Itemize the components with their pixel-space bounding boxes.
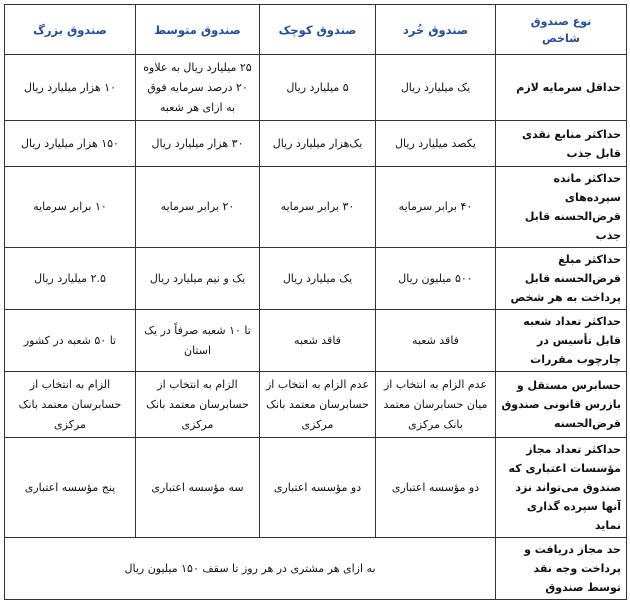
table-row — [5, 538, 627, 600]
table-row — [5, 310, 627, 372]
table-cell: عدم الزام به انتخاب از میان حسابرسان معتمد بانک مرکزی — [376, 372, 496, 438]
table-cell: ۱۵۰ هزار میلیارد ریال — [5, 121, 136, 167]
table-cell: فاقد شعبه — [376, 310, 496, 372]
corner-header-cell — [496, 5, 627, 55]
fund-comparison-table — [4, 4, 627, 600]
row-header: حداکثر مبلغ قرض‌الحسنه قابل پرداخت به هر شخص — [496, 248, 627, 310]
table-cell: الزام به انتخاب از حسابرسان معتمد بانک مرکزی — [5, 372, 136, 438]
corner-fund-type-label: نوع صندوق — [530, 14, 592, 28]
table-row — [5, 438, 627, 538]
row-header: حداکثر تعداد شعبه قابل تأسیس در چارچوب مقررات — [496, 310, 627, 372]
row-header: حداکثر تعداد مجاز مؤسسات اعتباری که صندوق می‌تواند نزد آنها سپرده گذاری نماید — [496, 438, 627, 538]
table-cell: یک‌هزار میلیارد ریال — [260, 121, 376, 167]
row-header: حد مجاز دریافت و پرداخت وجه نقد توسط صندوق — [496, 538, 627, 600]
table-cell: یک میلیارد ریال — [376, 55, 496, 121]
table-cell: ۳۰ هزار میلیارد ریال — [136, 121, 260, 167]
table-cell: یک میلیارد ریال — [260, 248, 376, 310]
table-cell: ۲۵ میلیارد ریال به علاوه ۲۰ درصد سرمایه فوق به ازای هر شعبه — [136, 55, 260, 121]
column-header-medium-fund: صندوق متوسط — [136, 5, 260, 55]
table-cell: دو مؤسسه اعتباری — [376, 438, 496, 538]
table-cell: الزام به انتخاب از حسابرسان معتمد بانک مرکزی — [136, 372, 260, 438]
table-cell: ۴۰ برابر سرمایه — [376, 167, 496, 248]
table-cell: ۱۰ برابر سرمایه — [5, 167, 136, 248]
corner-index-label: شاخص — [542, 31, 580, 45]
header-row — [5, 5, 627, 55]
table-cell: ۵۰۰ میلیون ریال — [376, 248, 496, 310]
column-header-large-fund: صندوق بزرگ — [5, 5, 136, 55]
row-header: حسابرس مستقل و بازرس قانونی صندوق قرض‌الحسنه — [496, 372, 627, 438]
row-header: حداکثر مانده سپرده‌های قرض‌الحسنه قابل جذب — [496, 167, 627, 248]
table-cell: تا ۵۰ شعبه در کشور — [5, 310, 136, 372]
table-cell: ۳۰ برابر سرمایه — [260, 167, 376, 248]
table-cell: دو مؤسسه اعتباری — [260, 438, 376, 538]
table-cell: فاقد شعبه — [260, 310, 376, 372]
table-cell: ۱۰ هزار میلیارد ریال — [5, 55, 136, 121]
table-cell: تا ۱۰ شعبه صرفاً در یک استان — [136, 310, 260, 372]
table-cell: ۲.۵ میلیارد ریال — [5, 248, 136, 310]
table-cell: پنج مؤسسه اعتباری — [5, 438, 136, 538]
table-row — [5, 121, 627, 167]
row-header: حداقل سرمایه لازم — [496, 55, 627, 121]
table-cell: ۲۰ برابر سرمایه — [136, 167, 260, 248]
table-row — [5, 167, 627, 248]
table-cell: ۵ میلیارد ریال — [260, 55, 376, 121]
merged-cell: به ازای هر مشتری در هر روز تا سقف ۱۵۰ میلیون ریال — [5, 538, 496, 600]
row-header: حداکثر منابع نقدی قابل جذب — [496, 121, 627, 167]
table-row — [5, 55, 627, 121]
column-header-small-fund: صندوق کوچک — [260, 5, 376, 55]
table-cell: عدم الزام به انتخاب از حسابرسان معتمد بانک مرکزی — [260, 372, 376, 438]
table-cell: یک و نیم میلیارد ریال — [136, 248, 260, 310]
table-cell: یکصد میلیارد ریال — [376, 121, 496, 167]
table-row — [5, 248, 627, 310]
table-cell: سه مؤسسه اعتباری — [136, 438, 260, 538]
column-header-micro-fund: صندوق خُرد — [376, 5, 496, 55]
table-row — [5, 372, 627, 438]
